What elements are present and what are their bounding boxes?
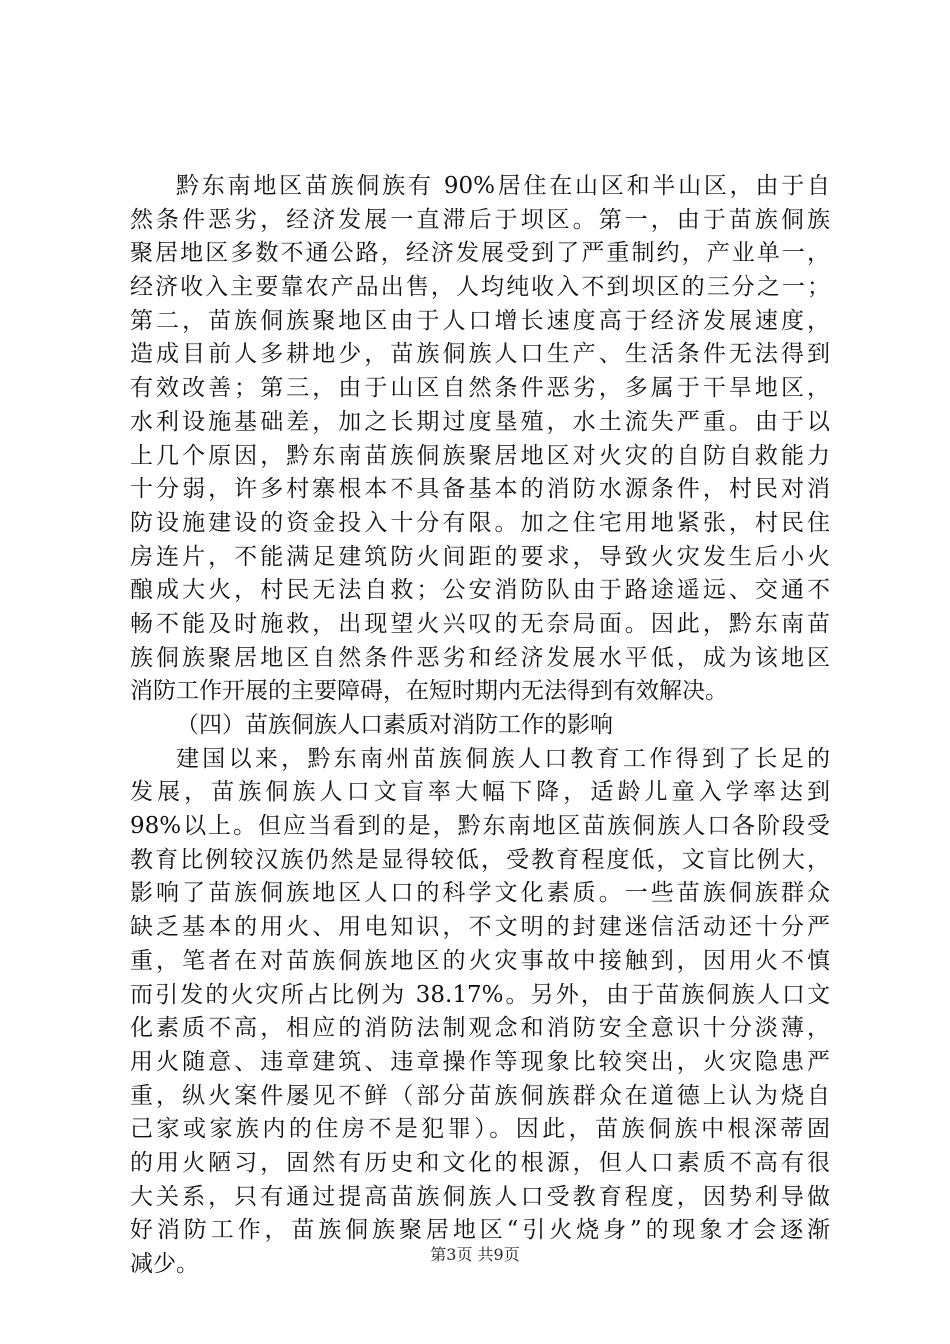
paragraph-population-quality	[130, 743, 830, 1282]
text-line: 有效改善；第三，由于山区自然条件恶劣，多属于干旱地区，	[130, 375, 830, 402]
text-line: 族侗族聚居地区自然条件恶劣和经济发展水平低，成为该地区	[130, 644, 830, 671]
text-line: 造成目前人多耕地少，苗族侗族人口生产、生活条件无法得到	[130, 341, 830, 368]
text-line: 酿成大火，村民无法自救；公安消防队由于路途遥远、交通不	[130, 577, 830, 604]
text-line: 上几个原因，黔东南苗族侗族聚居地区对火灾的自防自救能力	[130, 442, 830, 469]
text-line: 影响了苗族侗族地区人口的科学文化素质。一些苗族侗族群众	[130, 880, 830, 907]
text-line: 大关系，只有通过提高苗族侗族人口受教育程度，因势利导做	[130, 1183, 830, 1210]
text-line: 缺乏基本的用火、用电知识，不文明的封建迷信活动还十分严	[130, 914, 830, 941]
text-line: 重，纵火案件屡见不鲜（部分苗族侗族群众在道德上认为烧自	[130, 1082, 830, 1109]
text-line: 防设施建设的资金投入十分有限。加之住宅用地紧张，村民住	[130, 509, 830, 536]
text-line: 的用火陋习，固然有历史和文化的根源，但人口素质不高有很	[130, 1149, 830, 1176]
text-line: 畅不能及时施救，出现望火兴叹的无奈局面。因此，黔东南苗	[130, 610, 830, 637]
text-line: 化素质不高，相应的消防法制观念和消防安全意识十分淡薄，	[130, 1015, 830, 1042]
page-number-footer: 第3页 共9页	[430, 1245, 520, 1264]
text-line: 减少。	[130, 1251, 199, 1277]
text-line: 水利设施基础差，加之长期过度垦殖，水土流失严重。由于以	[130, 408, 830, 435]
text-line: 建国以来，黔东南州苗族侗族人口教育工作得到了长足的	[176, 745, 830, 772]
text-line: 消防工作开展的主要障碍，在短时期内无法得到有效解决。	[130, 678, 728, 705]
text-line: 第二，苗族侗族聚地区由于人口增长速度高于经济发展速度，	[130, 307, 830, 334]
section-heading: （四）苗族侗族人口素质对消防工作的影响	[176, 712, 613, 738]
paragraph-rural-economy	[130, 170, 830, 709]
text-line: 然条件恶劣，经济发展一直滞后于坝区。第一，由于苗族侗族	[130, 206, 830, 233]
text-line: 己家或家族内的住房不是犯罪）。因此，苗族侗族中根深蒂固	[130, 1116, 830, 1143]
text-line: 用火随意、违章建筑、违章操作等现象比较突出，火灾隐患严	[130, 1048, 830, 1075]
text-line: 重，笔者在对苗族侗族地区的火灾事故中接触到，因用火不慎	[130, 947, 830, 974]
text-line: 教育比例较汉族仍然是显得较低，受教育程度低，文盲比例大，	[130, 846, 830, 873]
text-line: 十分弱，许多村寨根本不具备基本的消防水源条件，村民对消	[130, 476, 830, 503]
text-line: 好消防工作，苗族侗族聚居地区“引火烧身”的现象才会逐渐	[130, 1217, 830, 1244]
text-line: 而引发的火灾所占比例为 38.17%。另外，由于苗族侗族人口文	[130, 981, 830, 1008]
text-line: 经济收入主要靠农产品出售，人均纯收入不到坝区的三分之一；	[130, 274, 830, 301]
text-line: 房连片，不能满足建筑防火间距的要求，导致火灾发生后小火	[130, 543, 830, 570]
body-text	[130, 170, 830, 1282]
text-line: 聚居地区多数不通公路，经济发展受到了严重制约，产业单一，	[130, 240, 830, 267]
text-line: 98%以上。但应当看到的是，黔东南地区苗族侗族人口各阶段受	[130, 813, 830, 840]
text-line: 发展，苗族侗族人口文盲率大幅下降，适龄儿童入学率达到	[130, 779, 830, 806]
text-line: 黔东南地区苗族侗族有 90%居住在山区和半山区，由于自	[176, 173, 830, 199]
